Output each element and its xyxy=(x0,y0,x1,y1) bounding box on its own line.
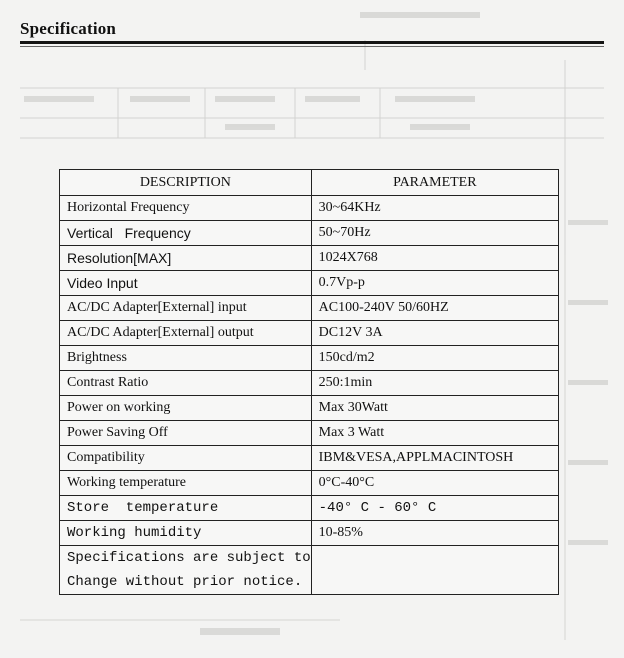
title-rule-thin xyxy=(20,46,604,47)
parameter-cell: AC100-240V 50/60HZ xyxy=(311,296,558,321)
description-cell: Power on working xyxy=(60,396,312,421)
parameter-cell: DC12V 3A xyxy=(311,321,558,346)
description-cell: Compatibility xyxy=(60,446,312,471)
table-row xyxy=(60,196,559,221)
table-row xyxy=(60,446,559,471)
description-cell: Working humidity xyxy=(60,521,312,546)
description-cell: Power Saving Off xyxy=(60,421,312,446)
table-row xyxy=(60,221,559,246)
description-cell: Resolution[MAX] xyxy=(60,246,312,271)
note-row xyxy=(60,546,559,595)
note-line-1: Specifications are subject to xyxy=(67,550,311,566)
page-title: Specification xyxy=(20,19,117,38)
table-header-row xyxy=(60,170,559,196)
parameter-cell: 10-85% xyxy=(311,521,558,546)
description-column-header: DESCRIPTION xyxy=(60,170,312,196)
description-cell: Vertical Frequency xyxy=(60,221,312,246)
parameter-cell: 1024X768 xyxy=(311,246,558,271)
parameter-cell: 30~64KHz xyxy=(311,196,558,221)
table-row xyxy=(60,271,559,296)
empty-parameter-cell xyxy=(311,546,558,595)
parameter-cell: Max 3 Watt xyxy=(311,421,558,446)
description-cell: Brightness xyxy=(60,346,312,371)
parameter-cell: 150cd/m2 xyxy=(311,346,558,371)
parameter-cell: 50~70Hz xyxy=(311,221,558,246)
table-row xyxy=(60,521,559,546)
parameter-cell: 0°C-40°C xyxy=(311,471,558,496)
table-row xyxy=(60,496,559,521)
table-row xyxy=(60,471,559,496)
table-row xyxy=(60,346,559,371)
table-row xyxy=(60,246,559,271)
description-cell: Video Input xyxy=(60,271,312,296)
parameter-cell: IBM&VESA,APPLMACINTOSH xyxy=(311,446,558,471)
parameter-cell: 0.7Vp-p xyxy=(311,271,558,296)
description-cell: Working temperature xyxy=(60,471,312,496)
title-rule xyxy=(20,41,604,44)
description-cell: AC/DC Adapter[External] input xyxy=(60,296,312,321)
parameter-cell: -40° C - 60° C xyxy=(311,496,558,521)
parameter-cell: Max 30Watt xyxy=(311,396,558,421)
description-cell: Store temperature xyxy=(60,496,312,521)
specification-table xyxy=(59,169,559,595)
parameter-cell: 250:1min xyxy=(311,371,558,396)
note-line-2: Change without prior notice. xyxy=(67,574,303,590)
table-row xyxy=(60,421,559,446)
description-cell: Horizontal Frequency xyxy=(60,196,312,221)
parameter-column-header: PARAMETER xyxy=(311,170,558,196)
description-cell: AC/DC Adapter[External] output xyxy=(60,321,312,346)
table-row xyxy=(60,371,559,396)
table-row xyxy=(60,296,559,321)
table-row xyxy=(60,321,559,346)
specification-note xyxy=(60,546,312,595)
table-row xyxy=(60,396,559,421)
description-cell: Contrast Ratio xyxy=(60,371,312,396)
